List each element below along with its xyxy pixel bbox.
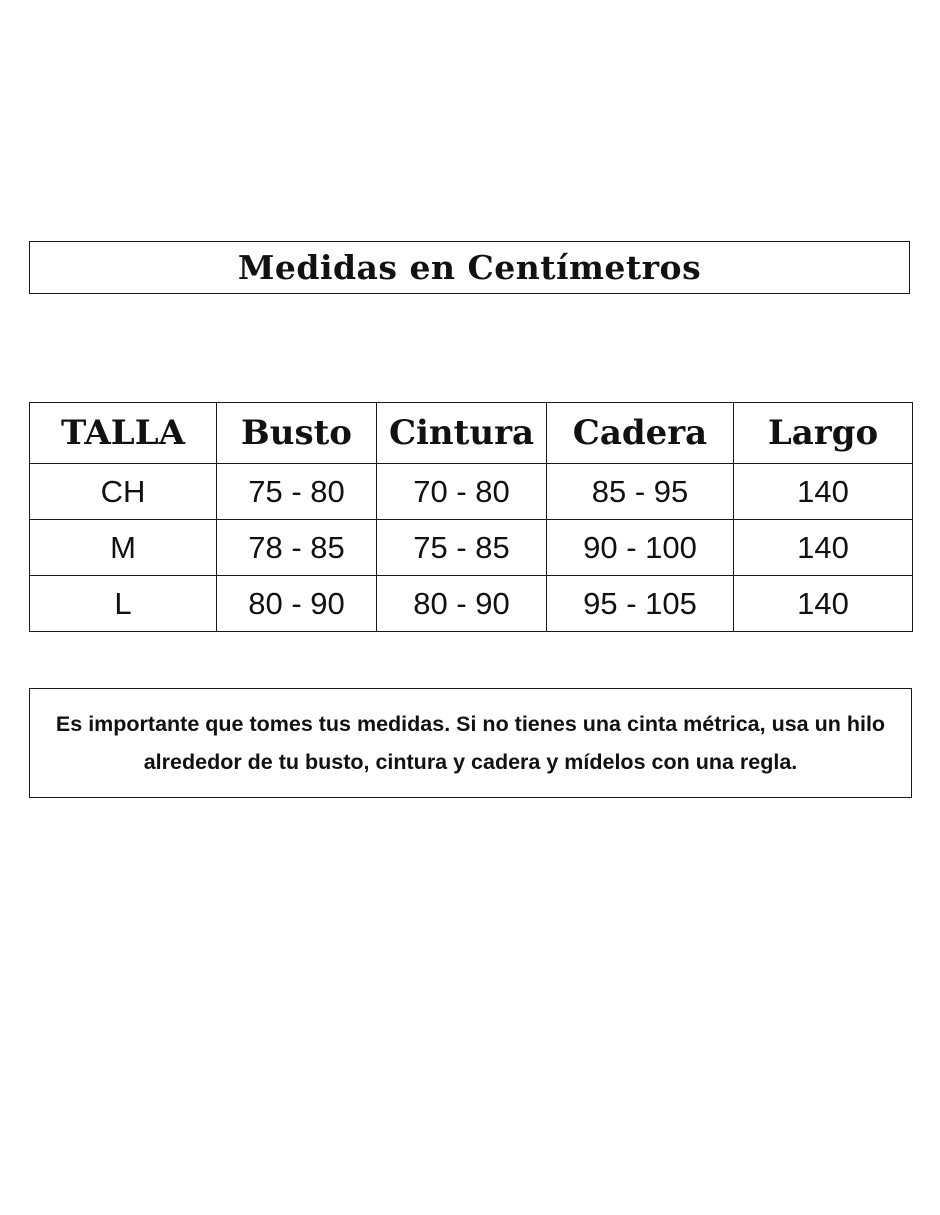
title-box [29,241,910,294]
header-busto: Busto [217,403,377,464]
cell-largo: 140 [734,464,913,520]
table-row [30,576,913,632]
cell-cadera: 85 - 95 [547,464,734,520]
header-talla: TALLA [30,403,217,464]
cell-talla: CH [30,464,217,520]
cell-talla: L [30,576,217,632]
page-title: Medidas en Centímetros [237,248,702,287]
table-row [30,520,913,576]
cell-busto: 78 - 85 [217,520,377,576]
cell-talla: M [30,520,217,576]
header-cadera: Cadera [547,403,734,464]
cell-largo: 140 [734,520,913,576]
note-box [29,688,912,798]
cell-cintura: 80 - 90 [377,576,547,632]
cell-cadera: 90 - 100 [547,520,734,576]
table-row [30,464,913,520]
table-header-row [30,403,913,464]
cell-cadera: 95 - 105 [547,576,734,632]
cell-busto: 75 - 80 [217,464,377,520]
cell-cintura: 75 - 85 [377,520,547,576]
size-table [29,402,913,632]
note-text: Es importante que tomes tus medidas. Si no tienes una cinta métrica, usa un hilo alrededor de tu busto, cintura y cadera y mídelos con una regla. [55,712,886,774]
header-largo: Largo [734,403,913,464]
cell-cintura: 70 - 80 [377,464,547,520]
cell-largo: 140 [734,576,913,632]
cell-busto: 80 - 90 [217,576,377,632]
header-cintura: Cintura [377,403,547,464]
